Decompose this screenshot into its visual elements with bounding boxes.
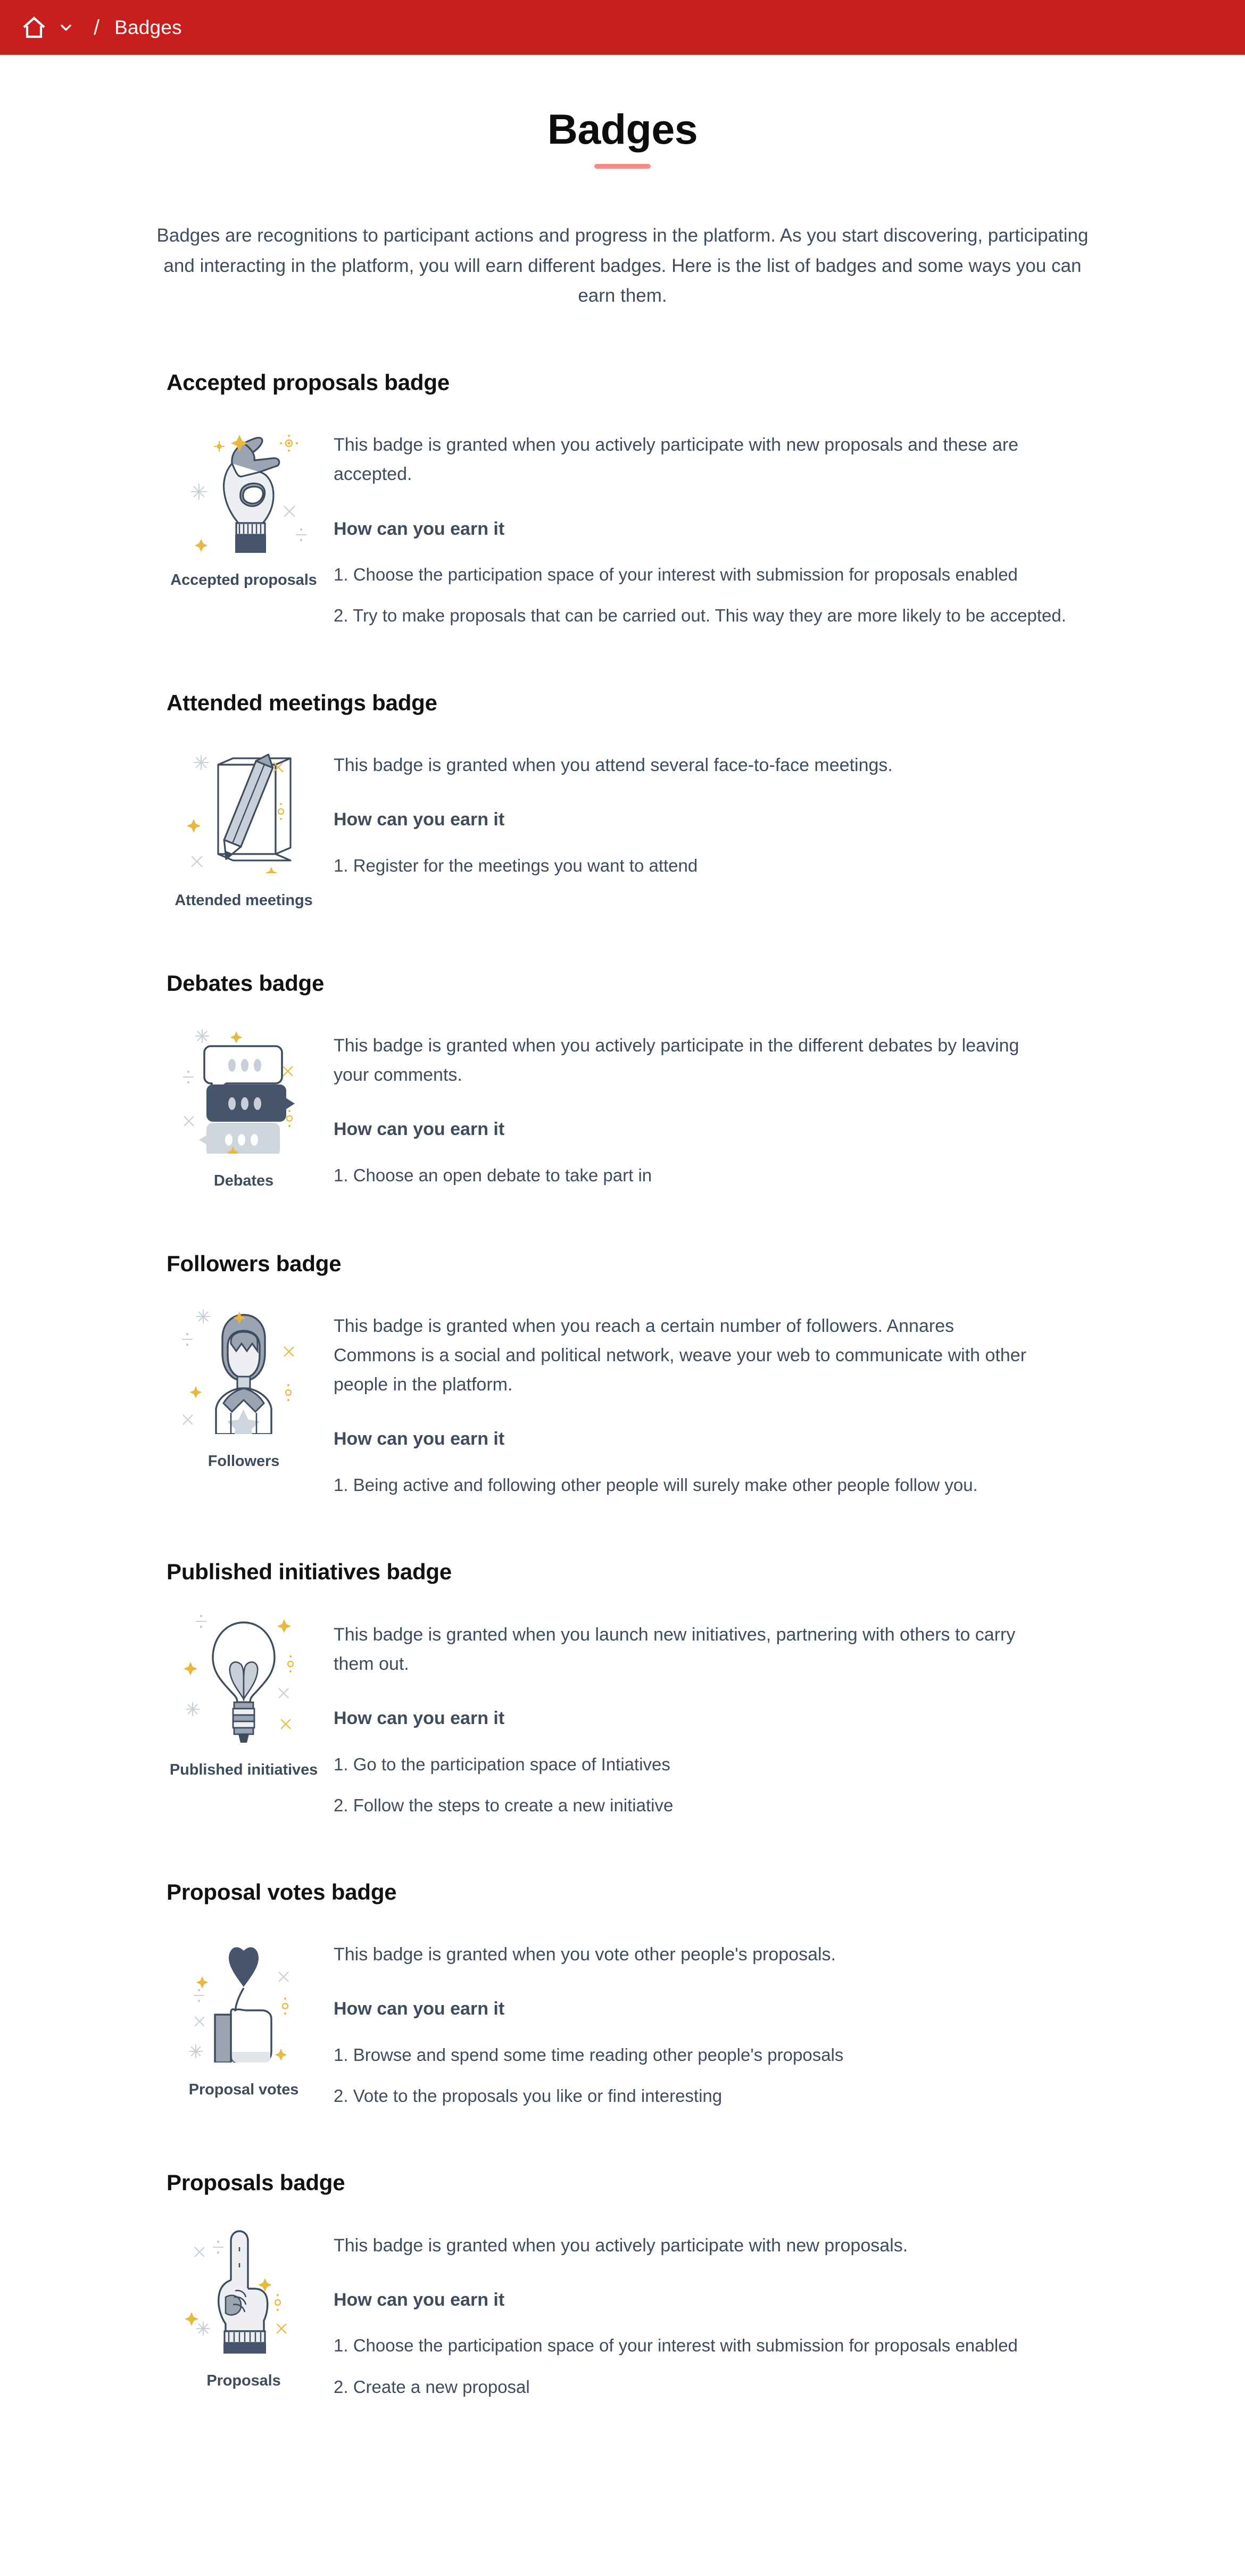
page-title: Badges xyxy=(547,105,698,153)
badge-section xyxy=(77,971,1168,1190)
home-icon[interactable] xyxy=(20,14,48,42)
how-to-earn-step: Choose the participation space of your interest with submission for proposals enabled xyxy=(353,2335,1018,2356)
badge-text-column xyxy=(321,1611,1168,1819)
person-with-star-icon xyxy=(180,1302,308,1434)
badge-description: This badge is granted when you attend several face-to-face meetings. xyxy=(334,755,893,775)
badge-section-heading: Followers badge xyxy=(167,1250,342,1276)
badge-label: Proposals xyxy=(206,2372,281,2389)
how-to-earn-heading: How can you earn it xyxy=(334,518,505,539)
how-to-earn-heading: How can you earn it xyxy=(334,1429,505,1449)
how-to-earn-heading: How can you earn it xyxy=(334,809,505,830)
badge-text-column xyxy=(321,741,1168,879)
how-to-earn-step: Follow the steps to create a new initiative xyxy=(353,1795,674,1815)
badge-body xyxy=(167,421,1168,629)
how-to-earn-steps xyxy=(334,1471,1168,1498)
badges-page xyxy=(0,55,1245,2576)
how-to-earn-step: Try to make proposals that can be carried out. This way they are more likely to be accepted. xyxy=(353,606,1066,626)
pencil-and-paper-icon xyxy=(180,741,308,873)
badge-body xyxy=(167,741,1168,910)
badge-section-heading: Attended meetings badge xyxy=(167,690,437,715)
badge-body xyxy=(167,1302,1168,1498)
badge-section-heading: Published initiatives badge xyxy=(167,1559,452,1585)
badge-section-heading: Proposal votes badge xyxy=(167,1879,397,1904)
how-to-earn-step: Register for the meetings you want to attend xyxy=(353,855,698,875)
speech-bubbles-icon xyxy=(180,1022,308,1154)
chevron-down-icon[interactable] xyxy=(53,15,79,40)
badge-body xyxy=(167,1611,1168,1819)
badge-text-column xyxy=(321,1302,1168,1498)
how-to-earn-step: Create a new proposal xyxy=(353,2376,530,2397)
how-to-earn-step: Choose an open debate to take part in xyxy=(353,1165,652,1185)
breadcrumb-separator: / xyxy=(94,15,100,39)
ok-hand-icon xyxy=(180,421,308,553)
badge-body xyxy=(167,2222,1168,2400)
badge-text-column xyxy=(321,421,1168,629)
badge-section-heading: Debates badge xyxy=(167,970,325,996)
how-to-earn-steps xyxy=(334,1751,1168,1819)
badge-text-column xyxy=(321,2222,1168,2400)
badges-list xyxy=(0,370,1245,2400)
badge-icon-column xyxy=(167,2222,321,2390)
how-to-earn-steps xyxy=(334,2332,1168,2400)
badge-section xyxy=(77,1251,1168,1498)
how-to-earn-step: Browse and spend some time reading other people's proposals xyxy=(353,2044,844,2065)
badge-text-column xyxy=(321,1931,1168,2109)
badge-icon-column xyxy=(167,1931,321,2099)
badge-description: This badge is granted when you actively participate with new proposals. xyxy=(334,2235,908,2256)
badge-label: Followers xyxy=(208,1453,280,1470)
badge-text-column xyxy=(321,1022,1168,1189)
badge-label: Proposal votes xyxy=(188,2081,299,2099)
lightbulb-icon xyxy=(180,1611,308,1743)
how-to-earn-heading: How can you earn it xyxy=(334,1999,505,2019)
badge-label: Attended meetings xyxy=(175,891,313,909)
badge-section xyxy=(77,2170,1168,2400)
pointing-finger-icon xyxy=(180,2222,308,2354)
badge-section xyxy=(77,690,1168,910)
how-to-earn-step: Go to the participation space of Intiatives xyxy=(353,1754,670,1774)
badge-section xyxy=(77,370,1168,629)
page-title-block xyxy=(0,105,1245,169)
badge-section-heading: Proposals badge xyxy=(167,2170,345,2196)
badge-icon-column xyxy=(167,421,321,590)
how-to-earn-step: Vote to the proposals you like or find interesting xyxy=(353,2086,723,2106)
how-to-earn-step: Choose the participation space of your interest with submission for proposals enabled xyxy=(353,565,1018,585)
how-to-earn-steps xyxy=(334,2041,1168,2109)
badge-icon-column xyxy=(167,1302,321,1471)
badge-label: Accepted proposals xyxy=(170,571,317,589)
title-underline xyxy=(594,164,651,169)
how-to-earn-step: Being active and following other people will surely make other people follow you. xyxy=(353,1475,978,1495)
badge-section xyxy=(77,1559,1168,1819)
badge-icon-column xyxy=(167,1611,321,1779)
how-to-earn-steps xyxy=(334,1162,1168,1189)
breadcrumb-current-page: Badges xyxy=(114,16,182,38)
badge-description: This badge is granted when you vote other people's proposals. xyxy=(334,1944,836,1965)
badge-body xyxy=(167,1022,1168,1190)
badge-section xyxy=(77,1879,1168,2109)
badge-description: This badge is granted when you actively participate with new proposals and these are accepted. xyxy=(334,435,1019,485)
badge-description: This badge is granted when you reach a certain number of followers. Annares Commons is a social and political network, weave your web to communicate with other people in the platform. xyxy=(334,1316,1027,1395)
badge-label: Debates xyxy=(213,1172,274,1189)
how-to-earn-heading: How can you earn it xyxy=(334,1708,505,1728)
how-to-earn-heading: How can you earn it xyxy=(334,2289,505,2310)
badge-icon-column xyxy=(167,741,321,910)
badge-icon-column xyxy=(167,1022,321,1190)
breadcrumb-bar xyxy=(0,0,1245,55)
how-to-earn-steps xyxy=(334,852,1168,879)
how-to-earn-steps xyxy=(334,561,1168,629)
intro-paragraph: Badges are recognitions to participant actions and progress in the platform. As you start discovering, participating and interacting in the platform, you will earn different badges. Here is the list of badges and some ways you can earn them. xyxy=(156,225,1089,307)
badge-label: Published initiatives xyxy=(169,1761,318,1778)
how-to-earn-heading: How can you earn it xyxy=(334,1119,505,1140)
thumbs-up-heart-icon xyxy=(180,1931,308,2063)
badge-description: This badge is granted when you launch new initiatives, partnering with others to carry them out. xyxy=(334,1624,1016,1674)
badge-section-heading: Accepted proposals badge xyxy=(167,370,450,395)
badge-description: This badge is granted when you actively participate in the different debates by leaving your comments. xyxy=(334,1035,1019,1086)
badge-body xyxy=(167,1931,1168,2109)
